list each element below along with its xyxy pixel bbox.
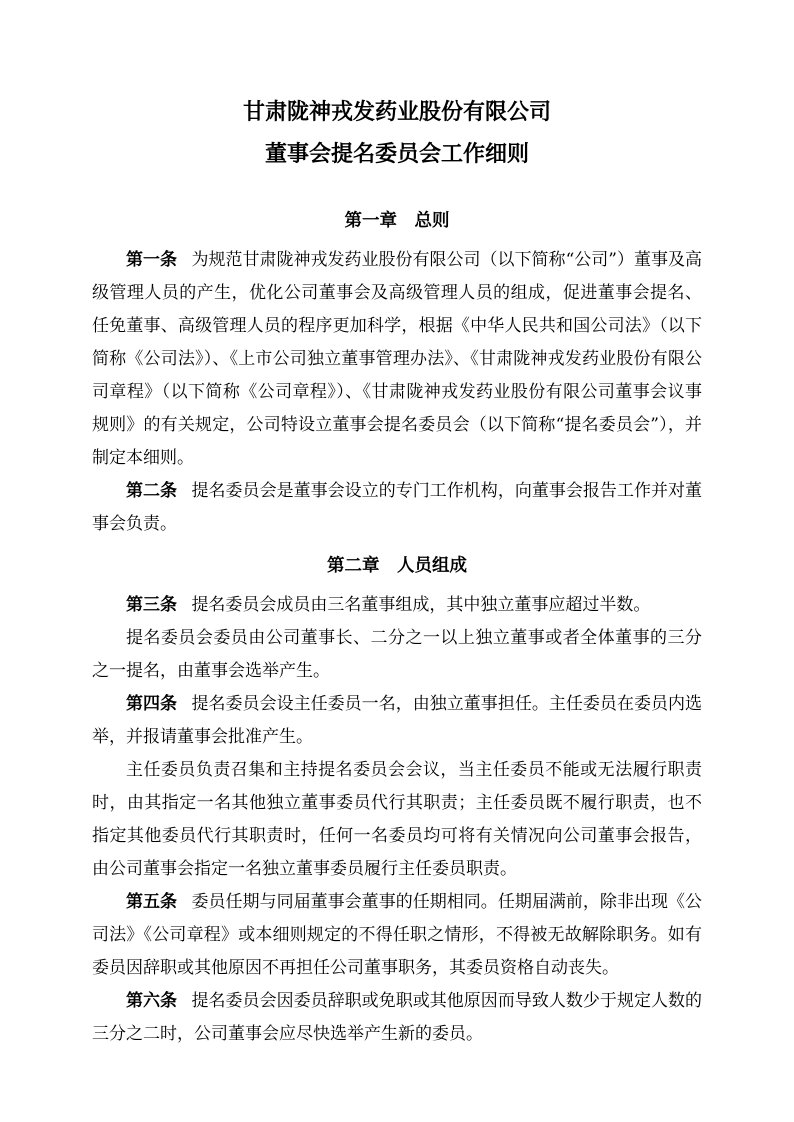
document-title-rules: 董事会提名委员会工作细则 bbox=[264, 141, 529, 167]
article-paragraph bbox=[92, 886, 702, 985]
document-body bbox=[92, 208, 702, 1051]
article-number-label: 第四条 bbox=[126, 694, 178, 714]
article-number-label: 第一条 bbox=[126, 250, 178, 270]
article-number-label: 第三条 bbox=[126, 595, 177, 615]
article-text: 提名委员会设主任委员一名，由独立董事担任。主任委员在委员内选举，并报请董事会批准产生。 bbox=[92, 694, 703, 747]
article-text: 提名委员会因委员辞职或免职或其他原因而导致人数少于规定人数的三分之二时，公司董事会应尽快选举产生新的委员。 bbox=[92, 991, 703, 1044]
article-text: 提名委员会委员由公司董事长、二分之一以上独立董事或者全体董事的三分之一提名，由董事会选举产生。 bbox=[92, 628, 702, 681]
article-paragraph bbox=[92, 475, 702, 541]
article-paragraph bbox=[92, 754, 702, 886]
article-text: 提名委员会是董事会设立的专门工作机构，向董事会报告工作并对董事会负责。 bbox=[92, 481, 703, 534]
article-paragraph bbox=[92, 589, 702, 622]
article-text: 为规范甘肃陇神戎发药业股份有限公司（以下简称“公司”）董事及高级管理人员的产生，优化公司董事会及高级管理人员的组成，促进董事会提名、任免董事、高级管理人员的程序更加科学，根据《中华人民共和国公司法》（以下简称《公司法》）、《上市公司独立董事管理办法》、《甘肃陇神戎发药业股份有限公司章程》（以下简称《公司章程》）、《甘肃陇神戎发药业股份有限公司董事会议事规则》的有关规定，公司特设立董事会提名委员会（以下简称“提名委员会”），并制定本细则。 bbox=[92, 250, 702, 468]
document-title-company: 甘肃陇神戎发药业股份有限公司 bbox=[242, 99, 551, 125]
article-number-label: 第二条 bbox=[126, 481, 178, 501]
article-number-label: 第六条 bbox=[126, 991, 178, 1011]
chapter-heading: 第二章 人员组成 bbox=[327, 556, 467, 576]
article-number-label: 第五条 bbox=[126, 892, 178, 912]
article-paragraph bbox=[92, 244, 702, 475]
article-text: 主任委员负责召集和主持提名委员会会议，当主任委员不能或无法履行职责时，由其指定一名其他独立董事委员代行其职责；主任委员既不履行职责，也不指定其他委员代行其职责时，任何一名委员均可将有关情况向公司董事会报告，由公司董事会指定一名独立董事委员履行主任委员职责。 bbox=[92, 760, 702, 879]
article-paragraph bbox=[92, 985, 702, 1051]
chapter-heading: 第一章 总则 bbox=[344, 211, 450, 231]
article-paragraph bbox=[92, 622, 702, 688]
article-text: 委员任期与同届董事会董事的任期相同。任期届满前，除非出现《公司法》《公司章程》或本细则规定的不得任职之情形，不得被无故解除职务。如有委员因辞职或其他原因不再担任公司董事职务，其委员资格自动丧失。 bbox=[92, 892, 703, 978]
article-paragraph bbox=[92, 688, 702, 754]
article-text: 提名委员会成员由三名董事组成，其中独立董事应超过半数。 bbox=[191, 595, 651, 615]
